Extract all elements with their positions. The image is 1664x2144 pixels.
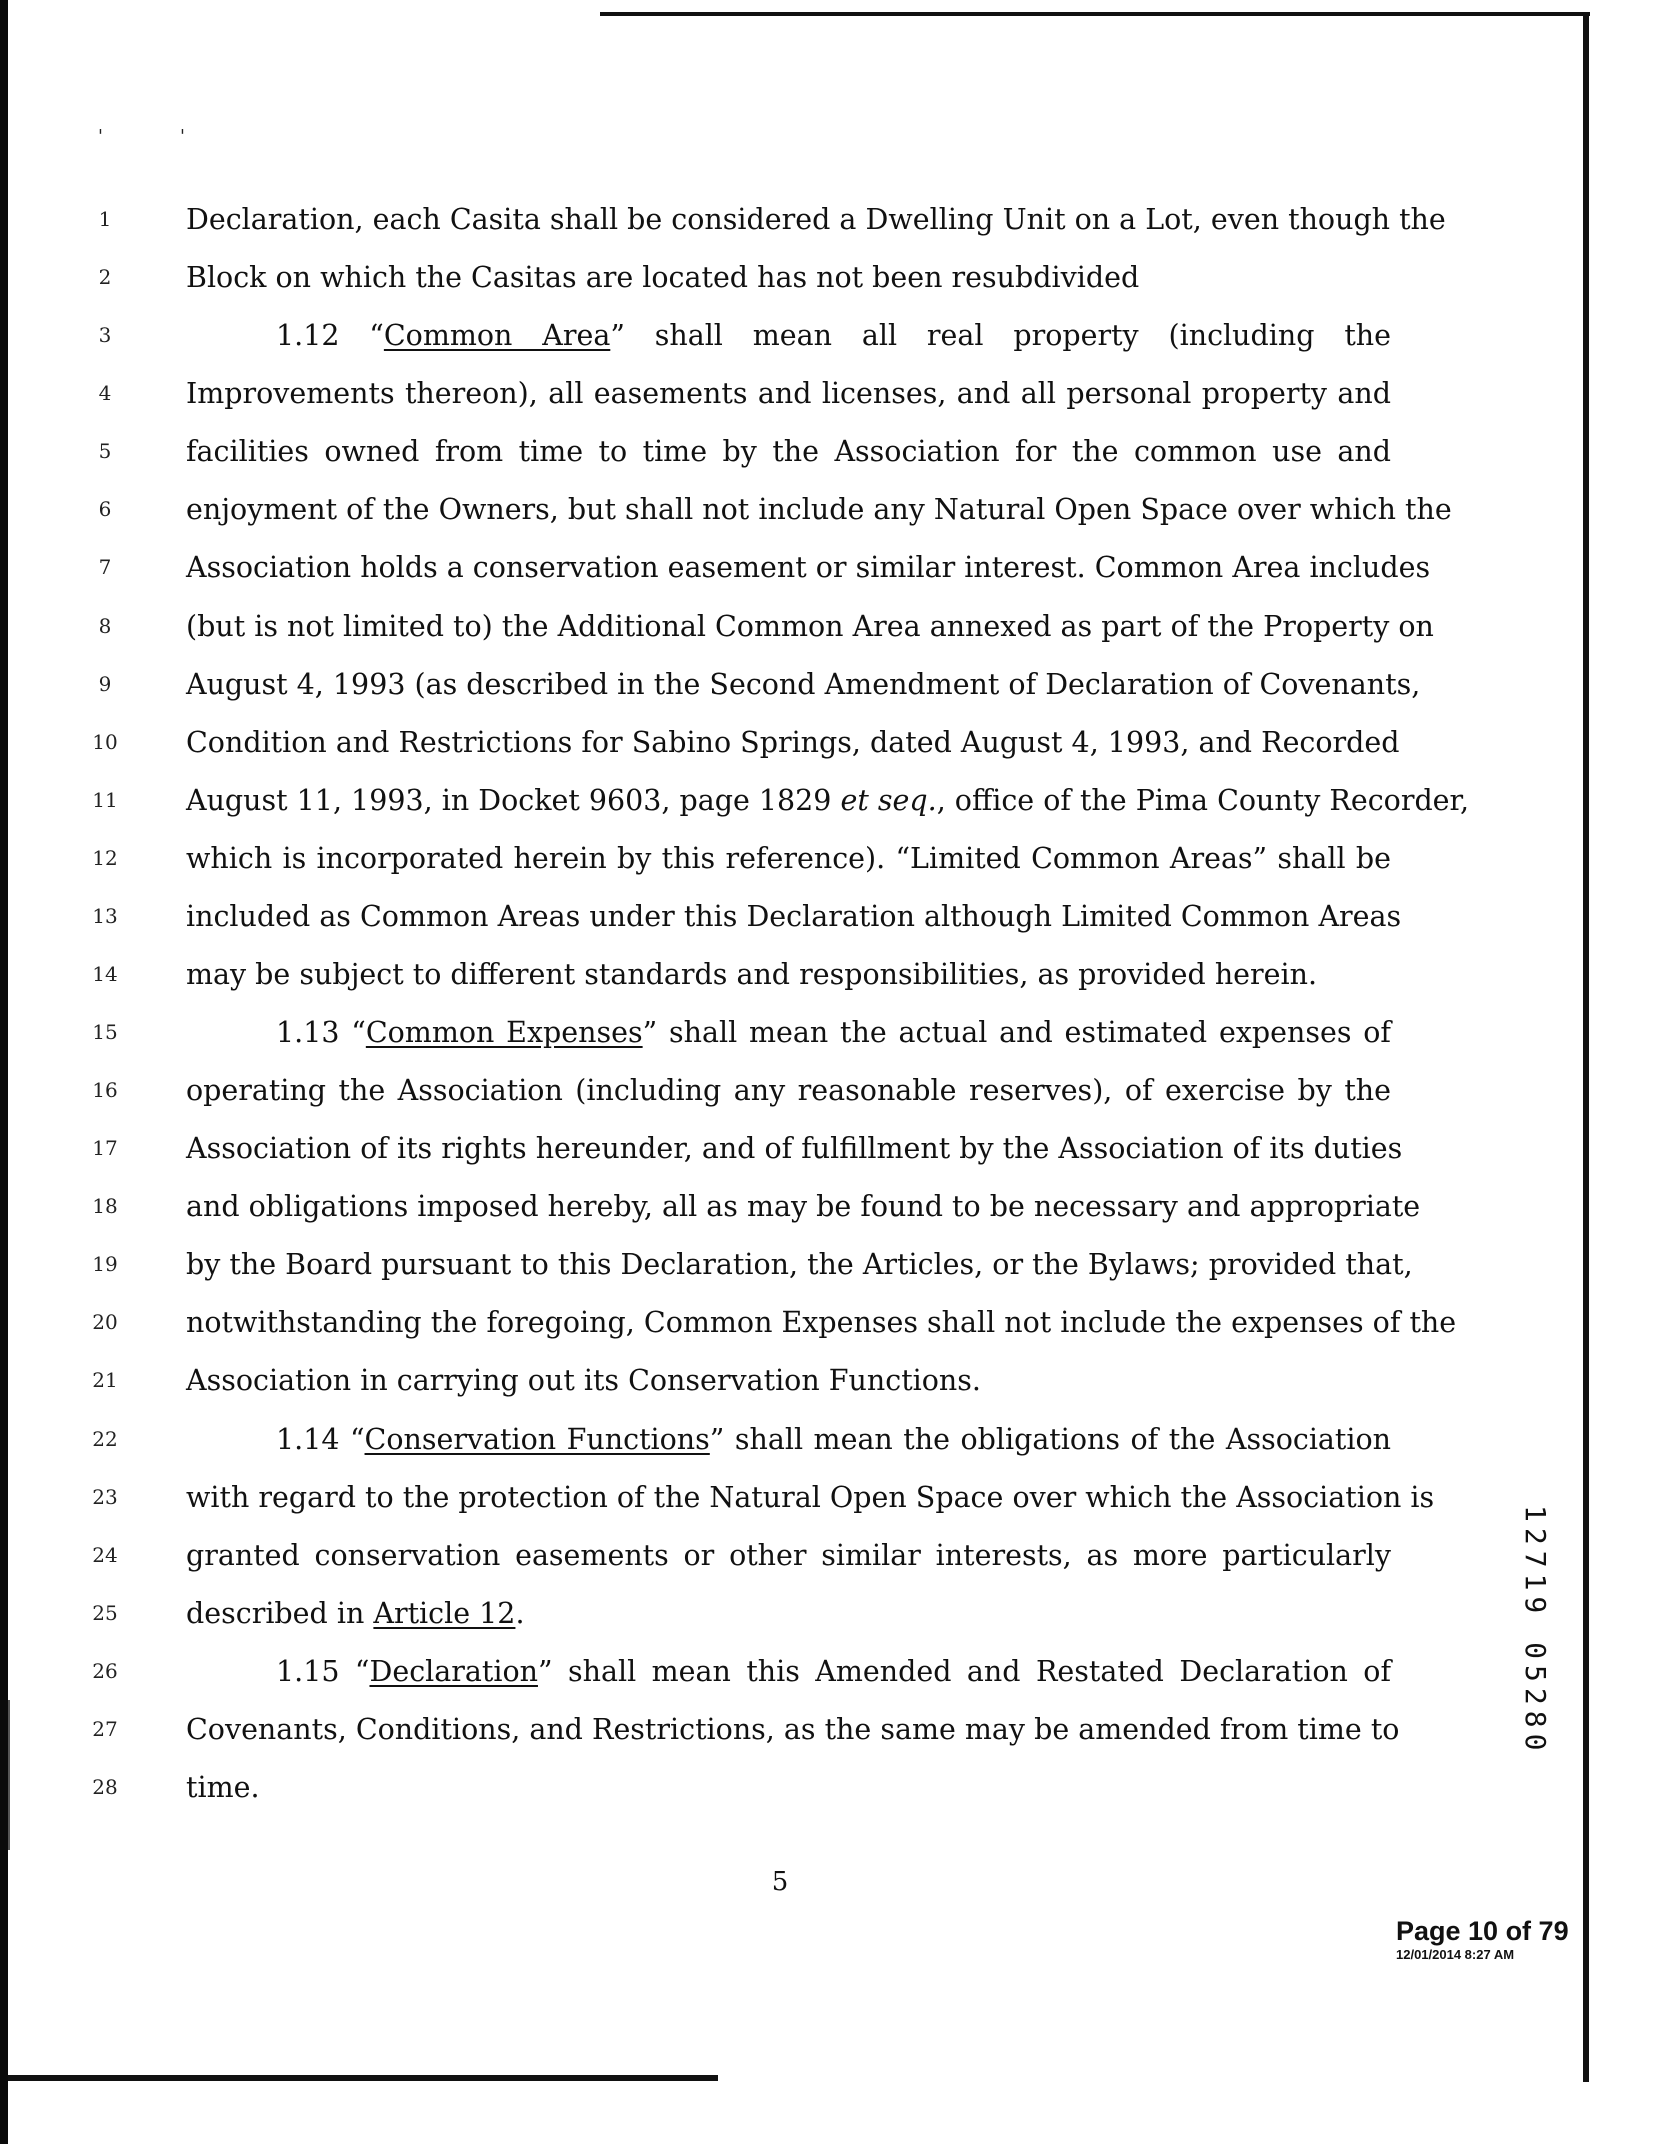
document-line — [186, 955, 1391, 995]
document-line — [186, 1710, 1400, 1750]
line-number: 8 — [98, 613, 112, 638]
line-number: 25 — [92, 1600, 118, 1625]
line-number: 1 — [98, 207, 112, 231]
line-number: 19 — [92, 1252, 118, 1277]
defined-term: Declaration — [369, 1654, 538, 1688]
defined-term: Common Expenses — [365, 1016, 643, 1050]
line-number: 10 — [92, 729, 118, 754]
text-segment: ” shall mean the actual and estimated expenses of — [642, 1016, 1391, 1050]
document-line — [186, 1594, 1391, 1634]
text-segment: may be subject to different standards and responsibilities, as provided herein. — [186, 957, 1318, 991]
text-segment: with regard to the protection of the Natural Open Space over which the Association is — [186, 1480, 1435, 1514]
text-segment: August 11, 1993, in Docket 9603, page 1829 — [186, 783, 841, 817]
text-segment: ” shall mean the obligations of the Association — [709, 1422, 1392, 1456]
defined-term: Article 12 — [373, 1596, 516, 1630]
document-line — [186, 374, 1391, 414]
document-line — [186, 1768, 1391, 1808]
page-number: 5 — [771, 1867, 789, 1897]
text-segment: notwithstanding the foregoing, Common Expenses shall not include the expenses of the — [186, 1306, 1457, 1340]
text-segment: Condition and Restrictions for Sabino Springs, dated August 4, 1993, and Recorded — [186, 725, 1400, 759]
header-marks — [98, 126, 188, 146]
line-number: 17 — [92, 1136, 118, 1161]
line-number: 2 — [98, 265, 112, 290]
line-number: 28 — [92, 1775, 118, 1799]
document-line — [276, 1420, 1391, 1460]
text-segment: described in — [186, 1596, 374, 1630]
header-mark: ' — [98, 126, 103, 147]
text-segment: 1.14 “ — [276, 1422, 365, 1456]
document-line — [186, 665, 1421, 705]
document-line — [186, 607, 1434, 647]
line-number: 23 — [92, 1484, 118, 1509]
text-segment: Association in carrying out its Conservation Functions. — [186, 1364, 981, 1398]
bottom-border-rule — [8, 2075, 718, 2081]
docket-stamp-text: 12719 05280 — [1519, 1505, 1552, 1757]
line-number: 15 — [92, 1020, 118, 1045]
document-line — [186, 490, 1452, 530]
document-line — [186, 432, 1391, 472]
text-segment: Association of its rights hereunder, and of fulfillment by the Association of its duties — [186, 1132, 1403, 1166]
document-line — [186, 1129, 1403, 1169]
text-segment: 1.15 “ — [276, 1654, 370, 1688]
text-segment: ” shall mean all real property (including the — [610, 319, 1391, 353]
document-line — [186, 200, 1446, 240]
document-line — [186, 781, 1470, 821]
line-number: 13 — [92, 903, 118, 928]
left-margin-rule — [8, 1700, 10, 1850]
text-segment: enjoyment of the Owners, but shall not include any Natural Open Space over which the — [186, 493, 1452, 527]
line-number: 22 — [92, 1426, 118, 1451]
text-segment: included as Common Areas under this Declaration although Limited Common Areas — [186, 899, 1402, 933]
document-line — [186, 1071, 1391, 1111]
text-segment: Improvements thereon), all easements and licenses, and all personal property and — [186, 377, 1391, 411]
document-line — [186, 1187, 1421, 1227]
left-scan-border — [0, 0, 8, 2144]
defined-term: Conservation Functions — [364, 1422, 710, 1456]
text-segment: Covenants, Conditions, and Restrictions, as the same may be amended from time to — [186, 1712, 1400, 1746]
document-line — [186, 548, 1431, 588]
line-number: 24 — [92, 1542, 118, 1567]
top-border-rule — [600, 12, 1590, 16]
page-count-label: Page 10 of 79 — [1396, 1916, 1569, 1946]
text-segment: which is incorporated herein by this reference). “Limited Common Areas” shall be — [186, 841, 1391, 875]
line-number: 4 — [98, 381, 112, 406]
document-line — [186, 1536, 1391, 1576]
line-number: 3 — [98, 323, 112, 348]
text-segment: 1.13 “ — [276, 1016, 366, 1050]
line-number: 21 — [92, 1368, 118, 1393]
line-number: 6 — [98, 497, 112, 522]
text-segment: . — [515, 1596, 525, 1630]
text-segment: August 4, 1993 (as described in the Second Amendment of Declaration of Covenants, — [186, 667, 1421, 701]
document-line — [186, 839, 1391, 879]
document-line — [186, 1303, 1457, 1343]
text-segment: granted conservation easements or other similar interests, as more particularly — [186, 1538, 1391, 1572]
line-number: 18 — [92, 1194, 118, 1219]
document-line — [276, 1013, 1391, 1053]
text-segment: facilities owned from time to time by the Association for the common use and — [186, 435, 1391, 469]
text-segment: Association holds a conservation easement or similar interest. Common Area includes — [186, 551, 1431, 585]
text-segment: (but is not limited to) the Additional Common Area annexed as part of the Property on — [186, 609, 1434, 643]
line-number: 5 — [98, 439, 112, 464]
line-number: 14 — [92, 961, 118, 986]
line-number: 16 — [92, 1078, 118, 1103]
document-line — [186, 723, 1400, 763]
line-number: 11 — [92, 787, 118, 812]
document-line — [186, 897, 1402, 937]
line-number: 20 — [92, 1310, 118, 1335]
document-line — [186, 1245, 1413, 1285]
document-line — [276, 316, 1391, 356]
text-segment: ” shall mean this Amended and Restated Declaration of — [537, 1654, 1392, 1688]
text-segment: by the Board pursuant to this Declaration, the Articles, or the Bylaws; provided that, — [186, 1248, 1413, 1282]
recorded-timestamp: 12/01/2014 8:27 AM — [1396, 1947, 1515, 1962]
text-segment: Declaration, each Casita shall be considered a Dwelling Unit on a Lot, even though the — [186, 203, 1446, 236]
text-segment: Block on which the Casitas are located has not been resubdivided — [186, 261, 1140, 295]
text-segment: time. — [186, 1771, 260, 1804]
line-number: 12 — [92, 845, 118, 870]
text-segment: 1.12 “ — [276, 319, 384, 353]
line-number: 7 — [98, 555, 112, 580]
text-segment: operating the Association (including any reasonable reserves), of exercise by the — [186, 1074, 1391, 1108]
defined-term: Common Area — [383, 319, 611, 353]
right-border-rule — [1583, 12, 1589, 2082]
document-line — [186, 258, 1391, 298]
document-line — [276, 1652, 1391, 1692]
line-number: 26 — [92, 1658, 118, 1683]
page-info — [1396, 1915, 1586, 1963]
line-number: 27 — [92, 1716, 118, 1741]
italic-text: et seq. — [840, 783, 937, 817]
text-segment: and obligations imposed hereby, all as may be found to be necessary and appropriate — [186, 1190, 1421, 1224]
document-line — [186, 1478, 1435, 1518]
text-segment: , office of the Pima County Recorder, — [936, 783, 1470, 817]
line-number: 9 — [98, 671, 112, 696]
header-mark: ' — [180, 126, 185, 147]
document-line — [186, 1361, 1391, 1401]
docket-stamp — [1519, 1505, 1552, 1765]
